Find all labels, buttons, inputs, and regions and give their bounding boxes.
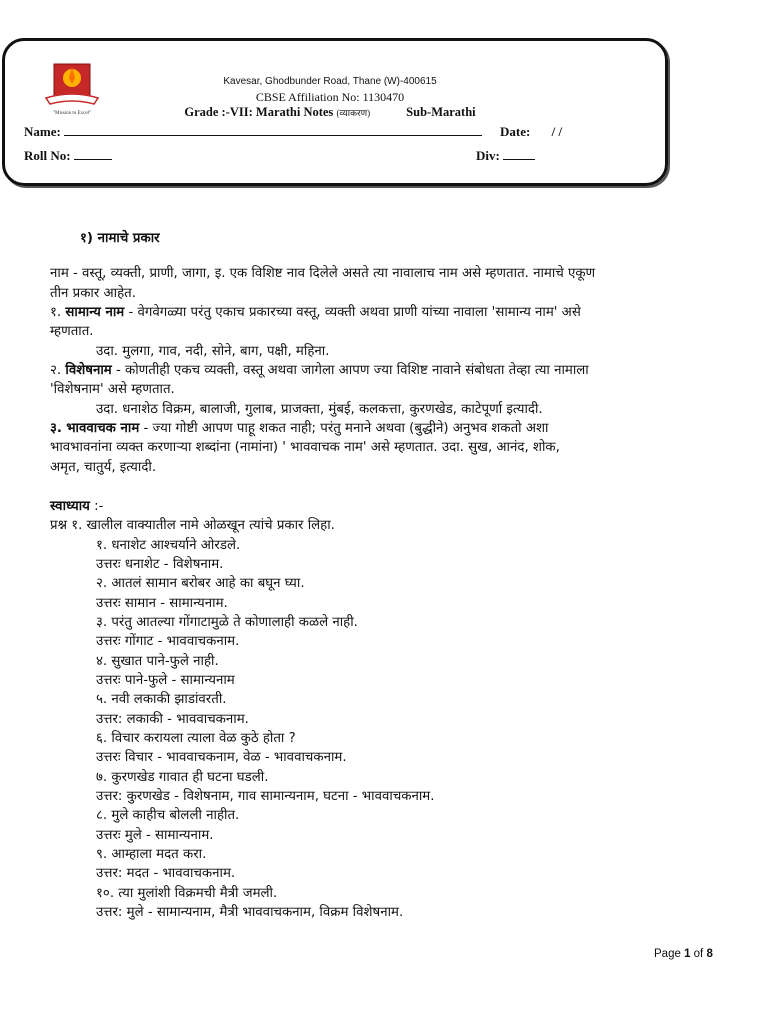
name-blank: [64, 124, 482, 136]
exercise-line: ५. नवी लकाकी झाडांवरती.: [96, 692, 227, 707]
exercise-line: उत्तर: लकाकी - भाववाचकनाम.: [96, 712, 249, 727]
exercise-line: उत्तर: मदत - भाववाचकनाम.: [96, 866, 236, 881]
exercise-line: ८. मुले काहीच बोलली नाहीत.: [96, 808, 240, 823]
type-3-text: - ज्या गोष्टी आपण पाहू शकत नाही; परंतु मनाने अथवा (बुद्धीने) अनुभव शकतो अशा: [139, 421, 549, 436]
grade-text: Grade :-VII: Marathi Notes: [184, 105, 334, 119]
type-1-num: १.: [50, 305, 62, 320]
affiliation-number: CBSE Affiliation No: 1130470: [255, 90, 405, 104]
type-1-term: सामान्य नाम: [65, 305, 125, 320]
type-1-example: उदा. मुलगा, गाव, नदी, सोने, बाग, पक्षी, महिना.: [96, 344, 330, 359]
name-label: Name:: [24, 124, 61, 139]
name-field: [24, 124, 482, 140]
exercise-line: ४. सुखात पाने-फुले नाही.: [96, 654, 219, 669]
roll-label: Roll No:: [24, 148, 71, 163]
grade-paren: (व्याकरण): [336, 108, 371, 118]
exercise-line: उत्तरः मुले - सामान्यनाम.: [96, 828, 214, 843]
exercise-line: उत्तर: कुरणखेड - विशेषनाम, गाव सामान्यनाम, घटना - भाववाचकनाम.: [96, 789, 435, 804]
type-1-text: - वेगवेगळ्या परंतु एकाच प्रकारच्या वस्तू, व्यक्ती अथवा प्राणी यांच्या नावाला 'सामान्य नाम' असे: [124, 305, 581, 320]
type-2-num: २.: [50, 363, 62, 378]
type-2-cont: 'विशेषनाम' असे म्हणतात.: [50, 382, 175, 397]
exercise-line: उत्तरः धनाशेट - विशेषनाम.: [96, 557, 224, 572]
type-3-cont-1: भावभावनांना व्यक्त करणाऱ्या शब्दांना (नामांना) ' भाववाचक नाम' असे म्हणतात. उदा. सुख, आनंद, शोक,: [50, 440, 560, 455]
type-1-line: [50, 303, 581, 322]
type-3-term: भाववाचक नाम: [66, 421, 140, 436]
date-label: Date:: [500, 124, 531, 139]
type-3-line: [50, 419, 548, 438]
type-2-example: उदा. धनाशेठ विक्रम, बालाजी, गुलाब, प्राजक्ता, मुंबई, कलकत्ता, कुरणखेड, काटेपूर्णा इत्यादी.: [96, 402, 543, 417]
exercise-heading-suffix: :-: [89, 499, 104, 514]
page-total: 8: [706, 948, 713, 960]
exercise-line: ९. आम्हाला मदत करा.: [96, 847, 207, 862]
type-2-text: - कोणतीही एकच व्यक्ती, वस्तू अथवा जागेला आपण ज्या विशिष्ट नावाने संबोधता तेव्हा त्या नामाला: [111, 363, 589, 378]
logo-motto: "Mission to Excel": [53, 111, 91, 116]
exercise-heading: [50, 497, 103, 516]
exercise-line: ३. परंतु आतल्या गोंगाटामुळे ते कोणालाही कळले नाही.: [96, 615, 358, 630]
type-3-num: ३.: [50, 421, 62, 436]
exercise-line: उत्तर: मुले - सामान्यनाम, मैत्री भाववाचकनाम, विक्रम विशेषनाम.: [96, 905, 404, 920]
exercise-line: उत्तरः सामान - सामान्यनाम.: [96, 596, 228, 611]
page-prefix: Page: [654, 948, 685, 960]
exercise-line: ७. कुरणखेड गावात ही घटना घडली.: [96, 770, 269, 785]
div-field: [476, 148, 535, 164]
exercise-line: १. धनाशेट आश्चर्याने ओरडले.: [96, 538, 241, 553]
exercise-line: १०. त्या मुलांशी विक्रमची मैत्री जमली.: [96, 886, 278, 901]
exercise-question: प्रश्न १. खालील वाक्यातील नामे ओळखून त्यांचे प्रकार लिहा.: [50, 518, 335, 533]
exercise-line: उत्तरः विचार - भाववाचकनाम, वेळ - भाववाचकनाम.: [96, 750, 347, 765]
roll-blank: [74, 148, 112, 160]
subject-text: Sub-Marathi: [406, 105, 476, 119]
date-field: [500, 124, 562, 140]
school-logo: [42, 58, 102, 118]
intro-line-2: तीन प्रकार आहेत.: [50, 286, 136, 301]
section-title: १) नामाचे प्रकार: [80, 231, 160, 246]
exercise-line: २. आतलं सामान बरोबर आहे का बघून घ्या.: [96, 576, 305, 591]
roll-field: [24, 148, 112, 164]
school-address: Kavesar, Ghodbunder Road, Thane (W)-400615: [223, 76, 437, 87]
div-blank: [503, 148, 535, 160]
date-value: / /: [551, 124, 563, 139]
grade-line: [120, 105, 540, 120]
type-2-term: विशेषनाम: [65, 363, 112, 378]
exercise-heading-text: स्वाध्याय: [50, 499, 90, 514]
page-number: [654, 948, 713, 960]
div-label: Div:: [476, 148, 500, 163]
type-1-cont: म्हणतात.: [50, 324, 94, 339]
exercise-line: उत्तरः गोंगाट - भाववाचकनाम.: [96, 634, 240, 649]
exercise-line: ६. विचार करायला त्याला वेळ कुठे होता ?: [96, 731, 296, 746]
exercise-line: उत्तरः पाने-फुले - सामान्यनाम: [96, 673, 235, 688]
type-2-line: [50, 361, 589, 380]
type-3-cont-2: अमृत, चातुर्य, इत्यादी.: [50, 460, 157, 475]
page-of: of: [690, 948, 707, 960]
page-current: 1: [684, 948, 691, 960]
intro-line-1: नाम - वस्तू, व्यक्ती, प्राणी, जागा, इ. एक विशिष्ट नाव दिलेले असते त्या नावालाच नाम असे म्हणतात. नामाचे एकूण: [50, 266, 596, 281]
